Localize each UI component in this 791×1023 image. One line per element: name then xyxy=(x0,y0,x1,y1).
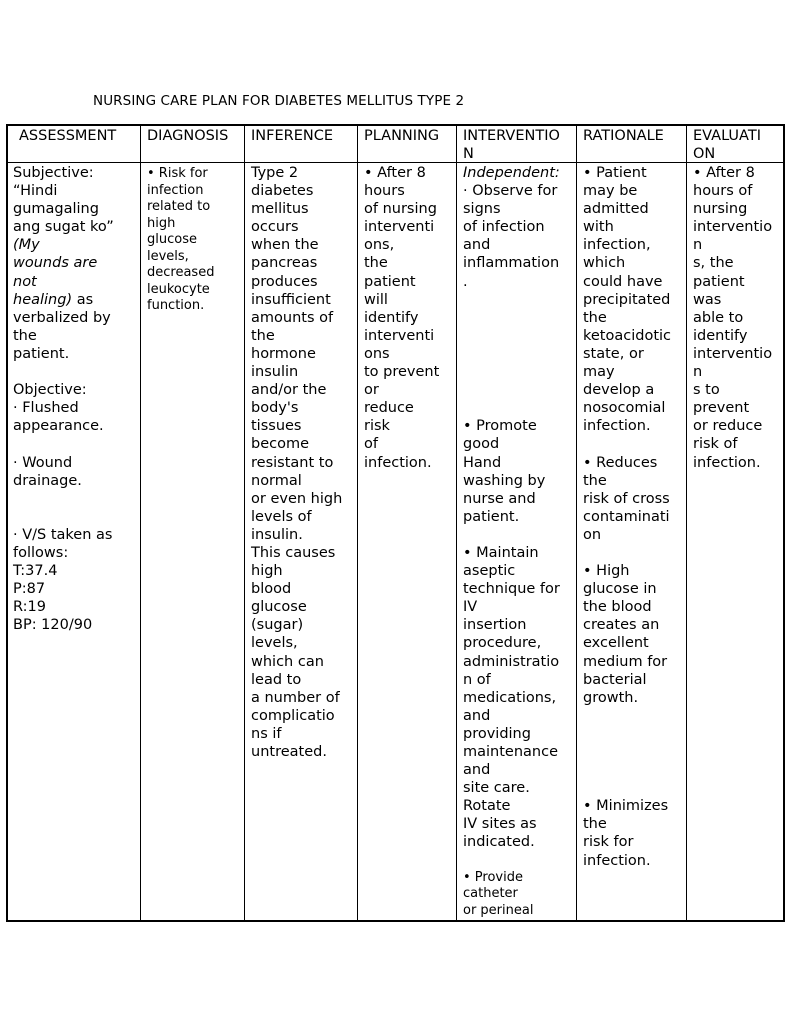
column-divider xyxy=(456,126,457,920)
text-line: could have xyxy=(583,273,663,290)
text-line: inflammation xyxy=(463,255,560,272)
text-line: function. xyxy=(147,298,205,313)
text-line: levels of xyxy=(251,508,312,525)
text-line: • Minimizes xyxy=(583,798,669,815)
text-line: P:87 xyxy=(13,581,46,598)
planning-cell xyxy=(364,164,439,472)
text-line: the xyxy=(364,255,388,272)
text-line: insulin xyxy=(251,364,299,381)
text-line: washing by xyxy=(463,472,546,489)
text-line: insulin. xyxy=(251,526,303,543)
text-line: hormone xyxy=(251,345,316,362)
text-line: or xyxy=(364,382,379,399)
text-line: of nursing xyxy=(364,201,437,218)
header-divider xyxy=(8,162,783,163)
text-line: blood xyxy=(251,581,292,598)
text-line: administratio xyxy=(463,653,560,670)
column-divider xyxy=(686,126,687,920)
text-line: hours xyxy=(364,183,405,200)
text-line: growth. xyxy=(583,689,639,706)
text-line: • After 8 xyxy=(693,165,755,181)
text-line: · Observe for xyxy=(463,183,558,200)
text-line: indicated. xyxy=(463,834,535,851)
blank-line xyxy=(13,508,114,526)
text-line: • Patient xyxy=(583,165,647,181)
text-line: infection. xyxy=(693,454,761,471)
text-span: healing) xyxy=(13,291,73,308)
text-line: a number of xyxy=(251,689,340,706)
text-line: nurse and xyxy=(463,490,536,507)
text-line: (sugar) xyxy=(251,617,304,634)
text-line: will xyxy=(364,291,388,308)
header-evaluation-line: EVALUATI xyxy=(693,128,761,144)
text-line: prevent xyxy=(693,400,750,417)
text-line: catheter xyxy=(463,886,518,902)
header-planning: PLANNING xyxy=(364,128,440,144)
text-line: R:19 xyxy=(13,599,46,616)
text-line: risk xyxy=(364,418,390,435)
text-line: s to xyxy=(693,382,720,399)
text-line: good xyxy=(463,436,500,453)
text-line: was xyxy=(693,291,722,308)
blank-line xyxy=(583,761,671,779)
assessment-cell xyxy=(13,164,114,634)
text-line: to prevent xyxy=(364,364,440,381)
text-line: mellitus xyxy=(251,201,309,218)
blank-line xyxy=(463,345,560,363)
text-line: infection. xyxy=(364,454,432,471)
text-line: when the xyxy=(251,237,319,254)
column-divider xyxy=(576,126,577,920)
text-line: Type 2 xyxy=(251,165,299,181)
text-line: n xyxy=(693,364,703,381)
text-line: creates an xyxy=(583,617,660,634)
intervention-cell xyxy=(463,164,560,919)
text-line: (My xyxy=(13,237,40,254)
column-divider xyxy=(357,126,358,920)
header-evaluation-line: ON xyxy=(693,146,716,162)
text-line: leukocyte xyxy=(147,281,210,297)
blank-line xyxy=(13,363,114,381)
text-line: risk for xyxy=(583,834,634,851)
blank-line xyxy=(463,852,560,870)
blank-line xyxy=(463,363,560,381)
text-span: as xyxy=(72,291,94,308)
blank-line xyxy=(463,291,560,309)
text-line: the xyxy=(583,309,607,326)
blank-line xyxy=(13,435,114,453)
text-line: the xyxy=(251,327,275,344)
text-line: IV xyxy=(463,599,478,616)
text-line: contaminati xyxy=(583,508,670,525)
text-line: infection, xyxy=(583,237,651,254)
column-divider xyxy=(244,126,245,920)
text-line: may xyxy=(583,364,615,381)
text-line: high xyxy=(251,563,283,580)
text-line: • Maintain xyxy=(463,544,539,561)
text-line: able to xyxy=(693,309,744,326)
text-line: decreased xyxy=(147,265,215,280)
text-line: Hand xyxy=(463,454,502,471)
text-line: diabetes xyxy=(251,183,314,200)
text-line: drainage. xyxy=(13,472,82,489)
text-line: of infection xyxy=(463,219,545,236)
text-line: the blood xyxy=(583,599,652,616)
text-line: This causes xyxy=(251,544,336,561)
text-line: high xyxy=(147,215,176,231)
text-line: aseptic xyxy=(463,563,516,580)
text-line: and/or the xyxy=(251,382,327,399)
header-diagnosis: DIAGNOSIS xyxy=(147,128,229,144)
text-line: with xyxy=(583,219,614,236)
text-line: ang sugat ko” xyxy=(13,219,114,236)
text-line: . xyxy=(463,273,468,290)
text-line: on xyxy=(583,526,602,543)
text-line: site care. xyxy=(463,780,530,797)
text-line: procedure, xyxy=(463,635,542,652)
text-line: produces xyxy=(251,273,318,290)
text-line: state, or xyxy=(583,345,644,362)
blank-line xyxy=(463,327,560,345)
text-line: precipitated xyxy=(583,291,671,308)
header-intervention-line: INTERVENTIO xyxy=(463,128,560,144)
page-title: NURSING CARE PLAN FOR DIABETES MELLITUS TYPE 2 xyxy=(93,93,465,109)
text-line: resistant to xyxy=(251,454,334,471)
text-line: • High xyxy=(583,563,630,580)
text-line: technique for xyxy=(463,581,560,598)
text-line: risk of cross xyxy=(583,490,670,507)
text-line: infection. xyxy=(583,418,651,435)
text-line: • Promote xyxy=(463,418,537,435)
blank-line xyxy=(583,707,671,725)
text-line: Objective: xyxy=(13,382,87,399)
blank-line xyxy=(463,309,560,327)
text-line: patient xyxy=(693,273,745,290)
blank-line xyxy=(463,381,560,399)
text-line: Subjective: xyxy=(13,165,94,181)
text-line: of xyxy=(364,436,378,453)
text-line: wounds are xyxy=(13,255,98,272)
text-line: • Provide xyxy=(463,869,523,885)
blank-line xyxy=(583,435,671,453)
text-line: • Reduces xyxy=(583,454,658,471)
text-line: Independent: xyxy=(463,165,560,181)
text-line: appearance. xyxy=(13,418,104,435)
blank-line xyxy=(463,399,560,417)
text-line: glucose xyxy=(251,599,307,616)
text-line: not xyxy=(13,273,37,290)
text-line: ons, xyxy=(364,237,395,254)
header-intervention-line: N xyxy=(463,146,474,162)
text-line: gumagaling xyxy=(13,201,99,218)
blank-line xyxy=(583,779,671,797)
text-line: the xyxy=(583,816,607,833)
text-line: T:37.4 xyxy=(13,563,58,580)
text-line: body's xyxy=(251,400,299,417)
text-line: · Wound xyxy=(13,454,73,471)
text-line: hours of xyxy=(693,183,753,200)
text-line: tissues xyxy=(251,418,302,435)
text-line: amounts of xyxy=(251,309,334,326)
text-line: verbalized by xyxy=(13,309,111,326)
text-line: patient. xyxy=(13,345,70,362)
header-assessment: ASSESSMENT xyxy=(19,128,117,144)
text-line: occurs xyxy=(251,219,299,236)
text-line: ns if xyxy=(251,725,282,742)
text-line: glucose in xyxy=(583,581,657,598)
text-line: risk of xyxy=(693,436,738,453)
text-line: “Hindi xyxy=(13,183,58,200)
text-line: infection. xyxy=(583,852,651,869)
text-line: lead to xyxy=(251,671,302,688)
text-line: which xyxy=(583,255,626,272)
column-divider xyxy=(140,126,141,920)
text-line: nosocomial xyxy=(583,400,666,417)
blank-line xyxy=(583,544,671,562)
header-rationale: RATIONALE xyxy=(583,128,664,144)
text-line: bacterial xyxy=(583,671,647,688)
text-line: and xyxy=(463,707,491,724)
text-line: and xyxy=(463,762,491,779)
text-line: which can xyxy=(251,653,324,670)
care-plan-table xyxy=(6,124,785,922)
text-line: admitted xyxy=(583,201,649,218)
diagnosis-cell xyxy=(147,166,214,315)
text-line: pancreas xyxy=(251,255,318,272)
text-line: s, the xyxy=(693,255,734,272)
evaluation-cell xyxy=(693,164,772,472)
text-line: interventi xyxy=(364,327,435,344)
text-line: related to xyxy=(147,199,211,214)
text-line: or reduce xyxy=(693,418,763,435)
text-line: medications, xyxy=(463,689,557,706)
text-line: glucose xyxy=(147,232,197,247)
text-line: · Flushed xyxy=(13,400,79,417)
blank-line xyxy=(583,725,671,743)
rationale-cell xyxy=(583,164,671,870)
text-line: or even high xyxy=(251,490,343,507)
text-line: develop a xyxy=(583,382,655,399)
text-line: signs xyxy=(463,201,501,218)
header-evaluation xyxy=(693,127,761,163)
text-line: patient. xyxy=(463,508,520,525)
text-line: identify xyxy=(364,309,419,326)
header-intervention xyxy=(463,127,560,163)
text-line: infection xyxy=(147,182,204,198)
text-line: · V/S taken as xyxy=(13,526,113,543)
text-line: IV sites as xyxy=(463,816,537,833)
text-line: n xyxy=(693,237,703,254)
text-line: follows: xyxy=(13,544,69,561)
text-line: may be xyxy=(583,183,638,200)
text-line: Rotate xyxy=(463,798,511,815)
header-inference: INFERENCE xyxy=(251,128,333,144)
text-line: maintenance xyxy=(463,744,558,760)
text-line: interventi xyxy=(364,219,435,236)
text-line: ketoacidotic xyxy=(583,327,672,344)
text-line xyxy=(13,291,114,309)
text-line: become xyxy=(251,436,310,453)
text-line: medium for xyxy=(583,653,668,670)
text-line: • After 8 xyxy=(364,165,426,181)
text-line: insertion xyxy=(463,617,527,634)
text-line: normal xyxy=(251,472,302,489)
text-line: • Risk for xyxy=(147,166,208,181)
text-line: interventio xyxy=(693,345,773,362)
text-line: patient xyxy=(364,273,416,290)
text-line: the xyxy=(13,327,37,344)
text-line: BP: 120/90 xyxy=(13,617,93,634)
text-line: and xyxy=(463,237,491,254)
text-line: excellent xyxy=(583,635,649,652)
text-line: levels, xyxy=(147,248,189,264)
text-line: the xyxy=(583,472,607,489)
text-line: providing xyxy=(463,725,531,742)
inference-cell xyxy=(251,164,342,761)
text-line: nursing xyxy=(693,201,748,218)
text-line: interventio xyxy=(693,219,773,236)
text-line: or perineal xyxy=(463,902,534,918)
text-line: ons xyxy=(364,345,390,362)
text-line: levels, xyxy=(251,635,298,652)
blank-line xyxy=(583,743,671,761)
text-line: untreated. xyxy=(251,744,327,760)
text-line: identify xyxy=(693,327,748,344)
text-line: complicatio xyxy=(251,707,335,724)
text-line: reduce xyxy=(364,400,414,417)
blank-line xyxy=(463,526,560,544)
text-line: n of xyxy=(463,671,491,688)
blank-line xyxy=(13,490,114,508)
text-line: insufficient xyxy=(251,291,331,308)
